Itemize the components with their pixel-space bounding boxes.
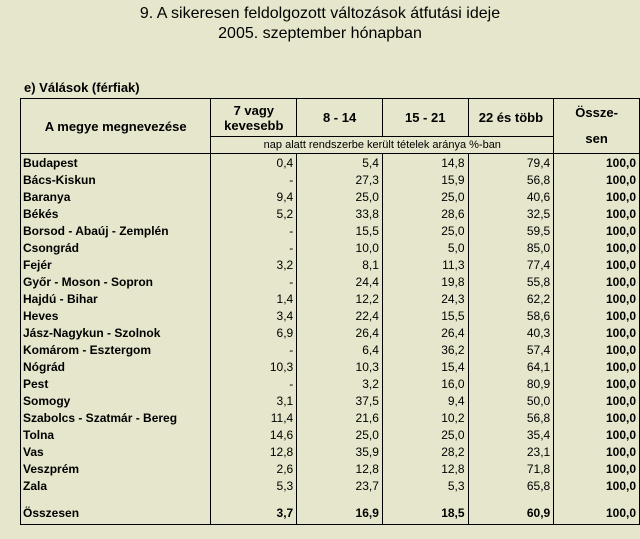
value-total: 100,0 xyxy=(554,341,640,358)
county-name: Hajdú - Bihar xyxy=(21,290,211,307)
value-22-plus: 40,6 xyxy=(468,188,554,205)
value-15-21: 25,0 xyxy=(382,188,468,205)
total-county-name: Összesen xyxy=(21,502,211,525)
value-22-plus: 85,0 xyxy=(468,239,554,256)
value-8-14: 35,9 xyxy=(297,443,383,460)
value-7-or-less: 5,3 xyxy=(211,477,297,494)
value-total: 100,0 xyxy=(554,171,640,188)
value-22-plus: 62,2 xyxy=(468,290,554,307)
header-subheader: nap alatt rendszerbe került tételek aránya %-ban xyxy=(211,137,554,154)
county-name: Nógrád xyxy=(21,358,211,375)
value-15-21: 14,8 xyxy=(382,154,468,172)
county-name: Budapest xyxy=(21,154,211,172)
total-value-22-plus: 60,9 xyxy=(468,502,554,525)
header-col1: 7 vagy kevesebb xyxy=(211,99,297,137)
table-row xyxy=(21,341,640,358)
county-name: Veszprém xyxy=(21,460,211,477)
value-8-14: 10,3 xyxy=(297,358,383,375)
value-8-14: 15,5 xyxy=(297,222,383,239)
county-name: Vas xyxy=(21,443,211,460)
value-15-21: 12,8 xyxy=(382,460,468,477)
value-22-plus: 65,8 xyxy=(468,477,554,494)
value-15-21: 25,0 xyxy=(382,222,468,239)
county-name: Békés xyxy=(21,205,211,222)
value-total: 100,0 xyxy=(554,324,640,341)
table-row xyxy=(21,358,640,375)
value-7-or-less: 9,4 xyxy=(211,188,297,205)
value-15-21: 25,0 xyxy=(382,426,468,443)
table-row xyxy=(21,205,640,222)
value-total: 100,0 xyxy=(554,358,640,375)
value-22-plus: 71,8 xyxy=(468,460,554,477)
table-row xyxy=(21,256,640,273)
value-7-or-less: - xyxy=(211,222,297,239)
value-7-or-less: - xyxy=(211,341,297,358)
table-row xyxy=(21,171,640,188)
value-22-plus: 35,4 xyxy=(468,426,554,443)
table-row xyxy=(21,222,640,239)
value-7-or-less: 14,6 xyxy=(211,426,297,443)
table-row xyxy=(21,375,640,392)
value-22-plus: 56,8 xyxy=(468,409,554,426)
value-22-plus: 57,4 xyxy=(468,341,554,358)
header-total-line2: sen xyxy=(585,131,608,146)
value-15-21: 28,6 xyxy=(382,205,468,222)
value-7-or-less: 3,2 xyxy=(211,256,297,273)
header-col2: 8 - 14 xyxy=(297,99,383,137)
county-name: Fejér xyxy=(21,256,211,273)
value-total: 100,0 xyxy=(554,154,640,172)
header-col4: 22 és több xyxy=(468,99,554,137)
value-15-21: 15,9 xyxy=(382,171,468,188)
value-15-21: 11,3 xyxy=(382,256,468,273)
value-8-14: 12,2 xyxy=(297,290,383,307)
value-8-14: 3,2 xyxy=(297,375,383,392)
header-total xyxy=(554,99,640,154)
value-total: 100,0 xyxy=(554,188,640,205)
value-15-21: 19,8 xyxy=(382,273,468,290)
value-7-or-less: 3,1 xyxy=(211,392,297,409)
value-total: 100,0 xyxy=(554,290,640,307)
value-total: 100,0 xyxy=(554,477,640,494)
value-15-21: 15,5 xyxy=(382,307,468,324)
page-subtitle-date: 2005. szeptember hónapban xyxy=(218,25,422,42)
value-22-plus: 79,4 xyxy=(468,154,554,172)
value-7-or-less: 12,8 xyxy=(211,443,297,460)
value-8-14: 23,7 xyxy=(297,477,383,494)
table-row xyxy=(21,290,640,307)
value-8-14: 33,8 xyxy=(297,205,383,222)
total-value-7-or-less: 3,7 xyxy=(211,502,297,525)
value-8-14: 21,6 xyxy=(297,409,383,426)
table-row xyxy=(21,188,640,205)
value-8-14: 26,4 xyxy=(297,324,383,341)
value-15-21: 16,0 xyxy=(382,375,468,392)
table-row xyxy=(21,239,640,256)
table-row xyxy=(21,324,640,341)
county-name: Tolna xyxy=(21,426,211,443)
value-22-plus: 64,1 xyxy=(468,358,554,375)
value-total: 100,0 xyxy=(554,426,640,443)
value-8-14: 24,4 xyxy=(297,273,383,290)
table-body xyxy=(21,154,640,525)
header-county: A megye megnevezése xyxy=(21,99,211,154)
county-name: Komárom - Esztergom xyxy=(21,341,211,358)
value-7-or-less: 10,3 xyxy=(211,358,297,375)
county-name: Győr - Moson - Sopron xyxy=(21,273,211,290)
table-row xyxy=(21,307,640,324)
value-8-14: 10,0 xyxy=(297,239,383,256)
value-7-or-less: 6,9 xyxy=(211,324,297,341)
value-total: 100,0 xyxy=(554,205,640,222)
value-22-plus: 80,9 xyxy=(468,375,554,392)
value-15-21: 24,3 xyxy=(382,290,468,307)
value-total: 100,0 xyxy=(554,256,640,273)
value-8-14: 37,5 xyxy=(297,392,383,409)
table-row xyxy=(21,426,640,443)
value-22-plus: 77,4 xyxy=(468,256,554,273)
value-total: 100,0 xyxy=(554,307,640,324)
value-15-21: 36,2 xyxy=(382,341,468,358)
table-row xyxy=(21,460,640,477)
value-7-or-less: - xyxy=(211,273,297,290)
value-total: 100,0 xyxy=(554,375,640,392)
value-22-plus: 58,6 xyxy=(468,307,554,324)
table-row xyxy=(21,392,640,409)
county-name: Borsod - Abaúj - Zemplén xyxy=(21,222,211,239)
value-22-plus: 50,0 xyxy=(468,392,554,409)
value-22-plus: 59,5 xyxy=(468,222,554,239)
page-title: 9. A sikeresen feldolgozott változások átfutási ideje xyxy=(139,5,501,22)
value-15-21: 5,3 xyxy=(382,477,468,494)
county-name: Baranya xyxy=(21,188,211,205)
value-7-or-less: - xyxy=(211,171,297,188)
header-col3: 15 - 21 xyxy=(382,99,468,137)
data-table xyxy=(20,98,640,525)
value-22-plus: 40,3 xyxy=(468,324,554,341)
value-22-plus: 32,5 xyxy=(468,205,554,222)
value-15-21: 26,4 xyxy=(382,324,468,341)
value-8-14: 5,4 xyxy=(297,154,383,172)
county-name: Pest xyxy=(21,375,211,392)
county-name: Jász-Nagykun - Szolnok xyxy=(21,324,211,341)
value-22-plus: 23,1 xyxy=(468,443,554,460)
value-8-14: 8,1 xyxy=(297,256,383,273)
value-7-or-less: 3,4 xyxy=(211,307,297,324)
value-total: 100,0 xyxy=(554,239,640,256)
county-name: Zala xyxy=(21,477,211,494)
value-total: 100,0 xyxy=(554,409,640,426)
value-8-14: 6,4 xyxy=(297,341,383,358)
spacer-row xyxy=(21,494,640,502)
value-22-plus: 55,8 xyxy=(468,273,554,290)
table-row xyxy=(21,409,640,426)
county-name: Bács-Kiskun xyxy=(21,171,211,188)
county-name: Somogy xyxy=(21,392,211,409)
value-15-21: 5,0 xyxy=(382,239,468,256)
section-title: e) Válások (férfiak) xyxy=(24,80,140,95)
value-15-21: 15,4 xyxy=(382,358,468,375)
county-name: Szabolcs - Szatmár - Bereg xyxy=(21,409,211,426)
value-15-21: 28,2 xyxy=(382,443,468,460)
value-8-14: 12,8 xyxy=(297,460,383,477)
value-total: 100,0 xyxy=(554,443,640,460)
table-row xyxy=(21,273,640,290)
table-row xyxy=(21,443,640,460)
value-7-or-less: - xyxy=(211,375,297,392)
value-7-or-less: 2,6 xyxy=(211,460,297,477)
value-8-14: 22,4 xyxy=(297,307,383,324)
value-total: 100,0 xyxy=(554,222,640,239)
value-7-or-less: 1,4 xyxy=(211,290,297,307)
value-total: 100,0 xyxy=(554,392,640,409)
value-7-or-less: 5,2 xyxy=(211,205,297,222)
total-value-8-14: 16,9 xyxy=(297,502,383,525)
value-7-or-less: 11,4 xyxy=(211,409,297,426)
total-value-total: 100,0 xyxy=(554,502,640,525)
value-22-plus: 56,8 xyxy=(468,171,554,188)
value-7-or-less: 0,4 xyxy=(211,154,297,172)
total-value-15-21: 18,5 xyxy=(382,502,468,525)
grand-total-row xyxy=(21,502,640,525)
value-total: 100,0 xyxy=(554,273,640,290)
value-15-21: 9,4 xyxy=(382,392,468,409)
table-row xyxy=(21,154,640,172)
table-row xyxy=(21,477,640,494)
value-8-14: 27,3 xyxy=(297,171,383,188)
value-total: 100,0 xyxy=(554,460,640,477)
value-8-14: 25,0 xyxy=(297,188,383,205)
value-8-14: 25,0 xyxy=(297,426,383,443)
value-15-21: 10,2 xyxy=(382,409,468,426)
county-name: Heves xyxy=(21,307,211,324)
value-7-or-less: - xyxy=(211,239,297,256)
county-name: Csongrád xyxy=(21,239,211,256)
header-total-line1: Össze- xyxy=(575,105,618,120)
